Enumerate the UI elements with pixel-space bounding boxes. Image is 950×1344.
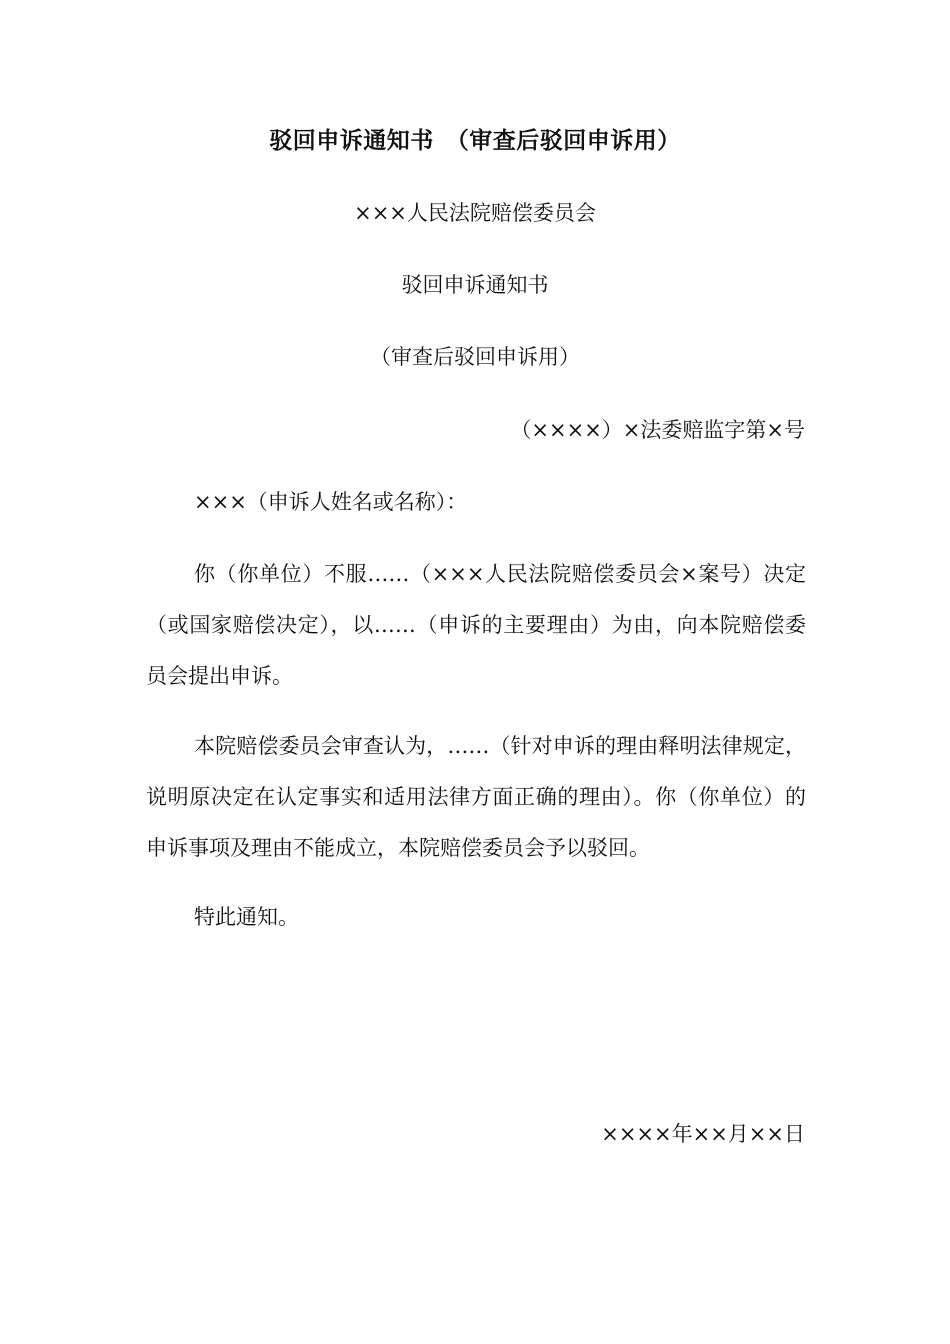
document-name: 驳回申诉通知书 <box>401 273 549 297</box>
addressee: ×××（申诉人姓名或名称）： <box>194 490 468 514</box>
closing-paragraph: 特此通知。 <box>194 905 299 929</box>
issuer-name: ×××人民法院赔偿委员会 <box>354 201 596 225</box>
body-paragraph-2: 本院赔偿委员会审查认为，……（针对申诉的理由释明法律规定，说明原决定在认定事实和适用法律方面正确的理由）。你（你单位）的申诉事项及理由不能成立，本院赔偿委员会予以驳回。 <box>146 734 806 860</box>
issue-date: ××××年××月××日 <box>601 1122 805 1146</box>
document-heading: 驳回申诉通知书 （审查后驳回申诉用） <box>269 127 681 154</box>
document-subtitle: （审查后驳回申诉用） <box>370 345 580 369</box>
case-number: （××××）×法委赔监字第×号 <box>510 418 805 442</box>
body-paragraph-1: 你（你单位）不服……（×××人民法院赔偿委员会×案号）决定（或国家赔偿决定），以……（申诉的主要理由）为由，向本院赔偿委员会提出申诉。 <box>146 562 806 688</box>
